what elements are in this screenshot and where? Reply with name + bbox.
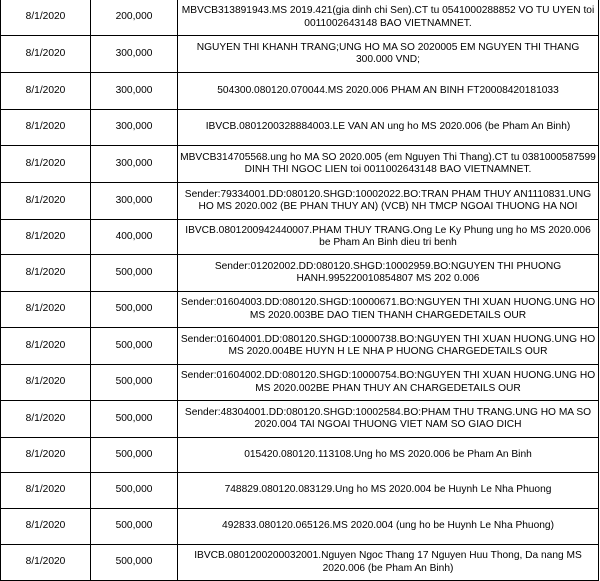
amount-cell: 500,000 [91, 328, 178, 365]
table-row [1, 401, 599, 438]
table-row [1, 438, 599, 473]
date-cell: 8/1/2020 [1, 438, 91, 473]
date-cell: 8/1/2020 [1, 255, 91, 292]
date-cell: 8/1/2020 [1, 473, 91, 509]
description-cell: Sender:01604001.DD:080120.SHGD:10000738.BO:NGUYEN THI XUAN HUONG.UNG HO MS 2020.004BE HUYN H LE NHA P HUONG CHARGEDETAILS OUR [178, 328, 599, 365]
table-row [1, 365, 599, 401]
description-cell: Sender:01604003.DD:080120.SHGD:10000671.BO:NGUYEN THI XUAN HUONG.UNG HO MS 2020.003BE DAO TIEN THANH CHARGEDETAILS OUR [178, 292, 599, 328]
table-row [1, 0, 599, 36]
description-cell: Sender:01604002.DD:080120.SHGD:10000754.BO:NGUYEN THI XUAN HUONG.UNG HO MS 2020.002BE PHAN THUY AN CHARGEDETAILS OUR [178, 365, 599, 401]
table-row [1, 292, 599, 328]
amount-cell: 500,000 [91, 438, 178, 473]
description-cell: 748829.080120.083129.Ung ho MS 2020.004 be Huynh Le Nha Phuong [178, 473, 599, 509]
amount-cell: 500,000 [91, 255, 178, 292]
description-cell: IBVCB.0801200328884003.LE VAN AN ung ho MS 2020.006 (be Pham An Binh) [178, 110, 599, 146]
description-cell: 504300.080120.070044.MS 2020.006 PHAM AN BINH FT20008420181033 [178, 73, 599, 110]
amount-cell: 500,000 [91, 292, 178, 328]
description-cell: NGUYEN THI KHANH TRANG;UNG HO MA SO 2020005 EM NGUYEN THI THANG 300.000 VND; [178, 36, 599, 73]
date-cell: 8/1/2020 [1, 73, 91, 110]
amount-cell: 200,000 [91, 0, 178, 36]
date-cell: 8/1/2020 [1, 110, 91, 146]
amount-cell: 500,000 [91, 365, 178, 401]
date-cell: 8/1/2020 [1, 545, 91, 581]
table-row [1, 545, 599, 581]
description-cell: 015420.080120.113108.Ung ho MS 2020.006 be Pham An Binh [178, 438, 599, 473]
date-cell: 8/1/2020 [1, 365, 91, 401]
table-row [1, 110, 599, 146]
date-cell: 8/1/2020 [1, 146, 91, 183]
description-cell: IBVCB.0801200942440007.PHAM THUY TRANG.Ong Le Ky Phung ung ho MS 2020.006 be Pham An Binh dieu tri benh [178, 220, 599, 255]
date-cell: 8/1/2020 [1, 292, 91, 328]
amount-cell: 500,000 [91, 473, 178, 509]
table-row [1, 220, 599, 255]
table-row [1, 328, 599, 365]
amount-cell: 500,000 [91, 545, 178, 581]
transactions-body [1, 0, 599, 581]
amount-cell: 400,000 [91, 220, 178, 255]
amount-cell: 300,000 [91, 73, 178, 110]
amount-cell: 300,000 [91, 183, 178, 220]
table-row [1, 36, 599, 73]
table-row [1, 183, 599, 220]
table-row [1, 146, 599, 183]
amount-cell: 500,000 [91, 509, 178, 545]
date-cell: 8/1/2020 [1, 183, 91, 220]
date-cell: 8/1/2020 [1, 0, 91, 36]
date-cell: 8/1/2020 [1, 401, 91, 438]
date-cell: 8/1/2020 [1, 509, 91, 545]
description-cell: MBVCB313891943.MS 2019.421(gia dinh chi Sen).CT tu 0541000288852 VO TU UYEN toi 0011002643148 BAO VIETNAMNET. [178, 0, 599, 36]
table-row [1, 73, 599, 110]
table-row [1, 473, 599, 509]
amount-cell: 300,000 [91, 146, 178, 183]
date-cell: 8/1/2020 [1, 220, 91, 255]
table-row [1, 509, 599, 545]
description-cell: 492833.080120.065126.MS 2020.004 (ung ho be Huynh Le Nha Phuong) [178, 509, 599, 545]
date-cell: 8/1/2020 [1, 36, 91, 73]
description-cell: Sender:48304001.DD:080120.SHGD:10002584.BO:PHAM THU TRANG.UNG HO MA SO 2020.004 TAI NGOAI THUONG VIET NAM SO GIAO DICH [178, 401, 599, 438]
description-cell: Sender:01202002.DD:080120.SHGD:10002959.BO:NGUYEN THI PHUONG HANH.995220010854807 MS 202 0.006 [178, 255, 599, 292]
table-row [1, 255, 599, 292]
date-cell: 8/1/2020 [1, 328, 91, 365]
description-cell: Sender:79334001.DD:080120.SHGD:10002022.BO:TRAN PHAM THUY AN1110831.UNG HO MS 2020.002 (BE PHAN THUY AN) (VCB) NH TMCP NGOAI THUONG HA NOI [178, 183, 599, 220]
description-cell: IBVCB.0801200200032001.Nguyen Ngoc Thang 17 Nguyen Huu Thong, Da nang MS 2020.006 (be Pham An Binh) [178, 545, 599, 581]
amount-cell: 300,000 [91, 36, 178, 73]
amount-cell: 300,000 [91, 110, 178, 146]
amount-cell: 500,000 [91, 401, 178, 438]
description-cell: MBVCB314705568.ung ho MA SO 2020.005 (em Nguyen Thi Thang).CT tu 0381000587599 DINH THI NGOC LIEN toi 0011002643148 BAO VIETNAMNET. [178, 146, 599, 183]
